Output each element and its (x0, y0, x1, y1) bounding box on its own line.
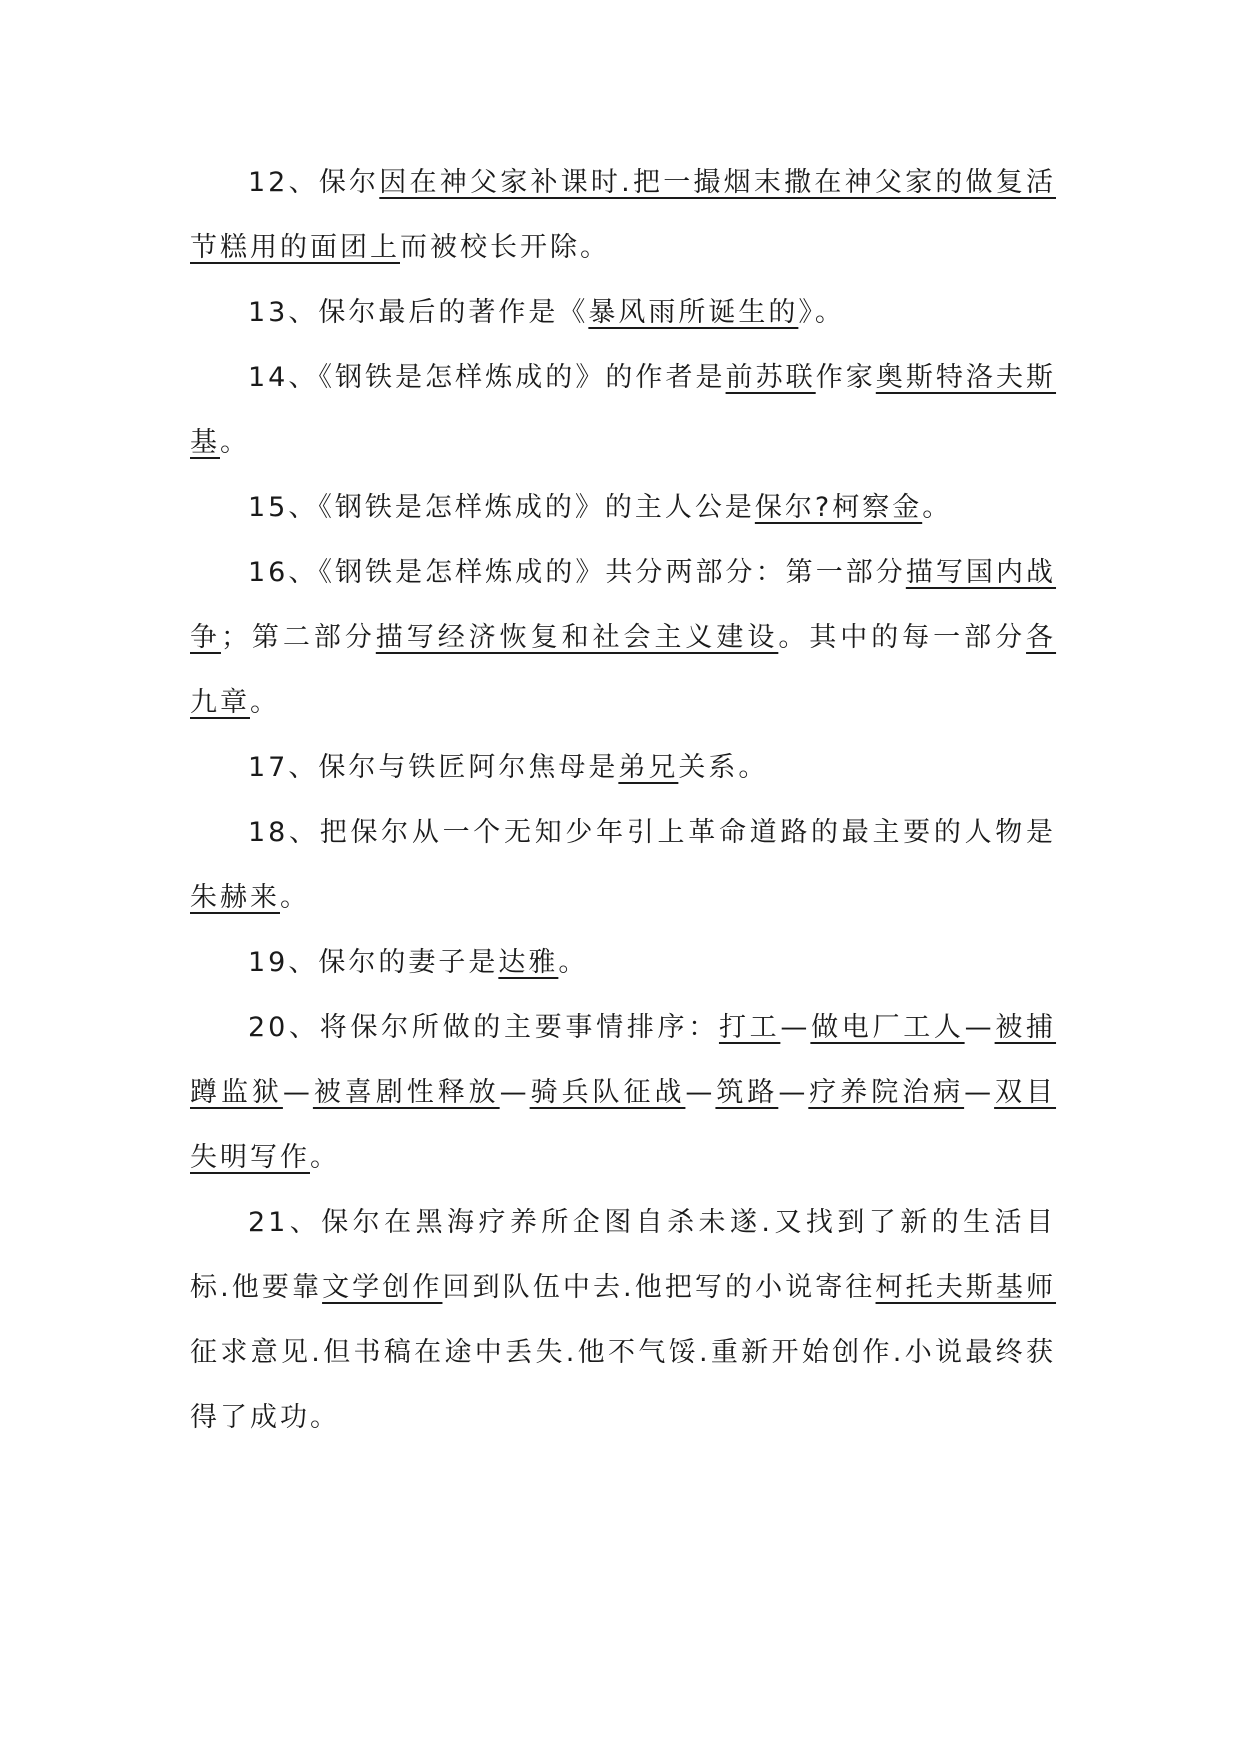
question-text: 征求意见.但书稿在途中丢失.他不气馁.重新开始创作.小说最终获得了成功。 (190, 1337, 1056, 1433)
answer-text: 各九章 (190, 622, 1057, 718)
question-12 (190, 150, 1056, 280)
answer-text: 被捕蹲监狱 (190, 1012, 1057, 1108)
answer-text: 因在神父家补课时.把一撮烟末撒在神父家的做复活节糕用的面团上 (190, 167, 1056, 263)
answer-text: 暴风雨所诞生的 (588, 297, 799, 328)
question-text: 》。 (798, 297, 845, 328)
question-14 (190, 345, 1056, 475)
question-20 (190, 995, 1056, 1190)
answer-text: 奥斯特洛夫斯基 (190, 362, 1057, 458)
question-text: — (282, 1077, 313, 1108)
answer-text: 双目失明写作 (190, 1077, 1057, 1173)
question-text: 13、保尔最后的著作是《 (248, 297, 589, 328)
answer-text: 弟兄 (618, 752, 679, 783)
question-19 (190, 930, 1056, 995)
question-17 (190, 735, 1056, 800)
question-text: 14、《钢铁是怎样炼成的》的作者是 (248, 362, 726, 393)
question-text: — (964, 1012, 995, 1043)
question-text: 回到队伍中去.他把写的小说寄往 (442, 1272, 876, 1303)
question-text: 。 (220, 427, 250, 458)
question-text: 。 (250, 687, 280, 718)
question-text: — (685, 1077, 716, 1108)
question-text: 作家 (815, 362, 876, 393)
question-18 (190, 800, 1056, 930)
answer-text: 朱赫来 (190, 882, 280, 913)
answer-text: 打工 (718, 1012, 781, 1043)
question-16 (190, 540, 1056, 735)
question-text: 21、保尔在黑海疗养所企图自杀未遂.又找到了新的生活目标.他要靠 (190, 1207, 1056, 1303)
question-text: — (964, 1077, 995, 1108)
question-21 (190, 1190, 1056, 1450)
answer-text: 前苏联 (725, 362, 816, 393)
answer-text: 做电厂工人 (810, 1012, 965, 1043)
question-text: 而被校长开除。 (400, 232, 610, 263)
answer-text: 疗养院治病 (808, 1077, 965, 1108)
answer-text: 描写国内战争 (190, 557, 1057, 653)
question-13 (190, 280, 1056, 345)
question-text: 20、将保尔所做的主要事情排序： (248, 1012, 719, 1043)
question-text: 。 (310, 1142, 340, 1173)
answer-text: 筑路 (715, 1077, 779, 1108)
answer-text: 柯托夫斯基师 (875, 1272, 1057, 1303)
question-text: — (499, 1077, 530, 1108)
answer-text: 描写经济恢复和社会主义建设 (375, 622, 779, 653)
question-text: — (780, 1012, 811, 1043)
question-text: 。 (280, 882, 310, 913)
answer-text: 骑兵队征战 (529, 1077, 686, 1108)
question-text: 关系。 (678, 752, 769, 783)
question-text: 。其中的每一部分 (778, 622, 1027, 653)
answer-text: 文学创作 (322, 1272, 443, 1303)
question-text: 16、《钢铁是怎样炼成的》共分两部分：第一部分 (248, 557, 906, 588)
question-text: 17、保尔与铁匠阿尔焦母是 (248, 752, 619, 783)
question-text: 15、《钢铁是怎样炼成的》的主人公是 (248, 492, 755, 523)
question-text: 19、保尔的妻子是 (248, 947, 499, 978)
answer-text: 被喜剧性释放 (312, 1077, 500, 1108)
document-body (190, 150, 1056, 1450)
answer-text: 保尔?柯察金 (754, 492, 923, 523)
question-text: 18、把保尔从一个无知少年引上革命道路的最主要的人物是 (248, 817, 1056, 848)
question-text: 。 (922, 492, 953, 523)
question-text: ；第二部分 (220, 622, 376, 653)
question-15 (190, 475, 1056, 540)
answer-text: 达雅 (498, 947, 559, 978)
question-text: 12、保尔 (248, 167, 380, 198)
question-text: 。 (558, 947, 589, 978)
question-text: — (778, 1077, 809, 1108)
